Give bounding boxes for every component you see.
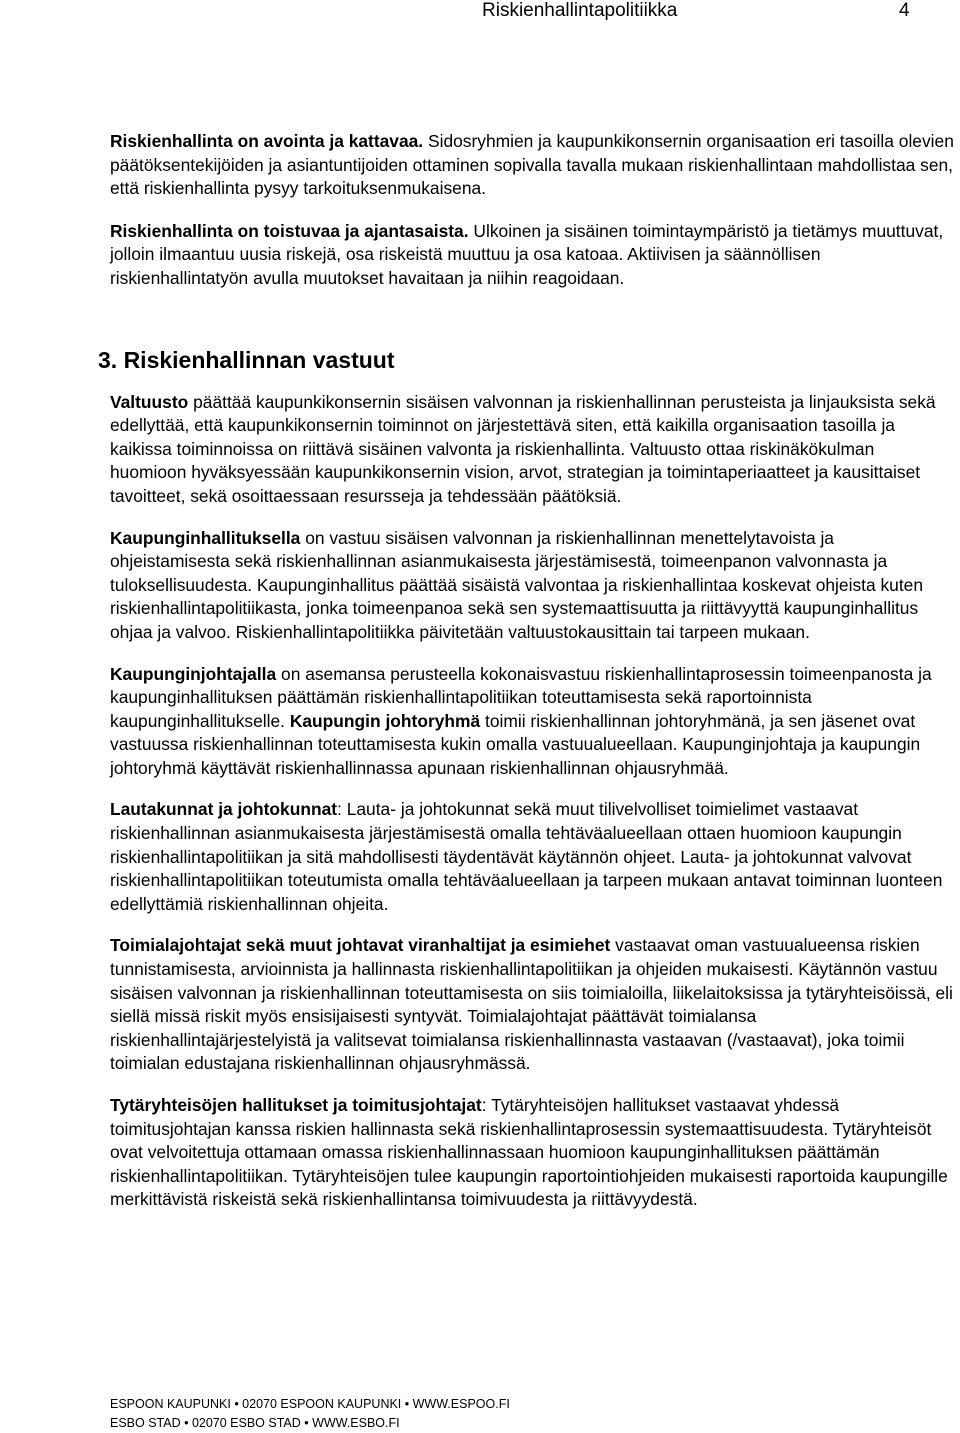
paragraph-avoin	[110, 130, 955, 201]
paragraph-lead-2: Kaupungin johtoryhmä	[289, 710, 481, 731]
paragraph-tytaryhteisot	[110, 1094, 955, 1212]
paragraph-text: päättää kaupunkikonsernin sisäisen valvonnan ja riskienhallinnan perusteista ja linjauksista sekä edellyttää, että kaupunkikonsernin toiminnot on järjestettävä siten, että kaikilla organisaation tasoilla ja kaikissa toiminnoissa on riittävä sisäinen valvonta ja riskienhallinta. Valtuusto ottaa riskinäkökulman huomioon hyväksyessään kaupunkikonsernin vision, arvot, strategian ja toimintaperiaatteet ja kausittaiset tavoitteet, sekä osoittaessaan resursseja ja tehdessään päätöksiä.	[110, 391, 936, 506]
paragraph-valtuusto	[110, 391, 955, 509]
paragraph-text: : Lauta- ja johtokunnat sekä muut tilivelvolliset toimielimet vastaavat riskienhallinnan asianmukaisesta järjestämisestä omalla tehtäväalueellaan ottaen huomioon kaupungin riskienhallintapolitiikan ja sitä mahdollisesti täydentävät käytännön ohjeet. Lauta- ja johtokunnat valvovat riskienhallintapolitiikan toteutumista omalla tehtäväalueellaan ja tarpeen mukaan antavat toiminnan luonteen edellyttämiä riskienhallinnan ohjeita.	[110, 799, 943, 914]
paragraph-kaupunginjohtaja	[110, 663, 955, 781]
paragraph-lead: Valtuusto	[110, 391, 189, 412]
paragraph-text: : Tytäryhteisöjen hallitukset vastaavat yhdessä toimitusjohtajan kanssa riskien hallinnasta sekä riskienhallintaprosessin systemaattisuudesta. Tytäryhteisöt ovat velvoitettuja ottamaan omassa riskienhallinnassaan huomioon kaupunginhallituksen päättämän riskienhallintapolitiikan. Tytäryhteisöjen tulee kaupungin raportointiohjeiden mukaisesti raportoida kaupungille merkittävistä riskeistä sekä riskienhallintansa toimivuudesta ja riittävyydestä.	[110, 1095, 948, 1210]
paragraph-text-2: toimii riskienhallinnan johtoryhmänä, ja sen jäsenet ovat vastuussa riskienhallinnan toteuttamisesta kukin omalla vastuualueellaan. Kaupunginjohtaja ja kaupungin johtoryhmä käyttävät riskienhallinnassa apunaan riskienhallinnan ohjausryhmää.	[110, 710, 921, 778]
paragraph-kaupunginhallitus	[110, 527, 955, 645]
page-number: 4	[899, 0, 910, 21]
paragraph-toistuva	[110, 220, 955, 291]
document-body	[98, 130, 955, 1212]
paragraph-lead: Riskienhallinta on avointa ja kattavaa.	[110, 131, 424, 151]
footer-line-swedish: ESBO STAD • 02070 ESBO STAD • WWW.ESBO.FI	[110, 1416, 400, 1430]
paragraph-text: on asemansa perusteella kokonaisvastuu riskienhallintaprosessin toimeenpanosta ja kaupunginhallituksen päättämän riskienhallintapolitiikan toteuttamisesta sekä raportoinnista kaupunginhallitukselle.	[110, 663, 932, 731]
section-heading: 3. Riskienhallinnan vastuut	[98, 346, 395, 373]
document-title: Riskienhallintapolitiikka	[482, 0, 678, 21]
paragraph-lead: Tytäryhteisöjen hallitukset ja toimitusjohtajat	[110, 1095, 482, 1115]
paragraph-lead: Lautakunnat ja johtokunnat	[110, 799, 338, 820]
page-header	[0, 0, 960, 30]
page-footer	[110, 1395, 510, 1433]
paragraph-lautakunnat	[110, 798, 955, 916]
paragraph-lead: Toimialajohtajat sekä muut johtavat viranhaltijat ja esimiehet	[110, 935, 611, 956]
footer-line-finnish: ESPOON KAUPUNKI • 02070 ESPOON KAUPUNKI • WWW.ESPOO.FI	[110, 1397, 510, 1411]
paragraph-lead: Kaupunginjohtajalla	[110, 663, 277, 684]
paragraph-text: Ulkoinen ja sisäinen toimintaympäristö ja tietämys muuttuvat, jolloin ilmaantuu uusia riskejä, osa riskeistä muuttuu ja osa katoaa. Aktiivisen ja säännöllisen riskienhallintatyön avulla muutokset havaitaan ja niihin reagoidaan.	[110, 220, 944, 288]
paragraph-text: on vastuu sisäisen valvonnan ja riskienhallinnan menettelytavoista ja ohjeistamisesta sekä riskienhallinnan asianmukaisesta järjestämisestä, toimeenpanon valvonnasta ja tuloksellisuudesta. Kaupunginhallitus päättää sisäistä valvontaa ja riskienhallintaa koskevat ohjeista kuten riskienhallintapolitiikasta, jonka toimeenpanoa sekä sen systemaattisuutta ja riittävyyttä kaupunginhallitus ohjaa ja valvoo. Riskienhallintapolitiikka päivitetään valtuustokausittain tai tarpeen mukaan.	[110, 527, 924, 642]
paragraph-lead: Riskienhallinta on toistuvaa ja ajantasaista.	[110, 220, 469, 241]
paragraph-text: Sidosryhmien ja kaupunkikonsernin organisaation eri tasoilla olevien päätöksentekijöiden ja asiantuntijoiden ottaminen sopivalla tavalla mukaan riskienhallintaan mahdollistaa sen, että riskienhallinta pysyy tarkoituksenmukaisena.	[110, 131, 954, 199]
paragraph-text: vastaavat oman vastuualueensa riskien tunnistamisesta, arvioinnista ja hallinnasta riskienhallintapolitiikan ja ohjeiden mukaisesti. Käytännön vastuu sisäisen valvonnan ja riskienhallinnan toteuttamisesta on siis toimialoilla, liikelaitoksissa ja tytäryhteisöissä, eli siellä missä riskit myös ensisijaisesti syntyvät. Toimialajohtajat päättävät toimialansa riskienhallintajärjestelyistä ja valitsevat toimialansa riskienhallinnasta vastaavan (/vastaavat), joka toimii toimialan edustajana riskienhallinnan ohjausryhmässä.	[110, 935, 953, 1074]
paragraph-lead: Kaupunginhallituksella	[110, 527, 301, 548]
paragraph-toimialajohtajat	[110, 934, 955, 1076]
